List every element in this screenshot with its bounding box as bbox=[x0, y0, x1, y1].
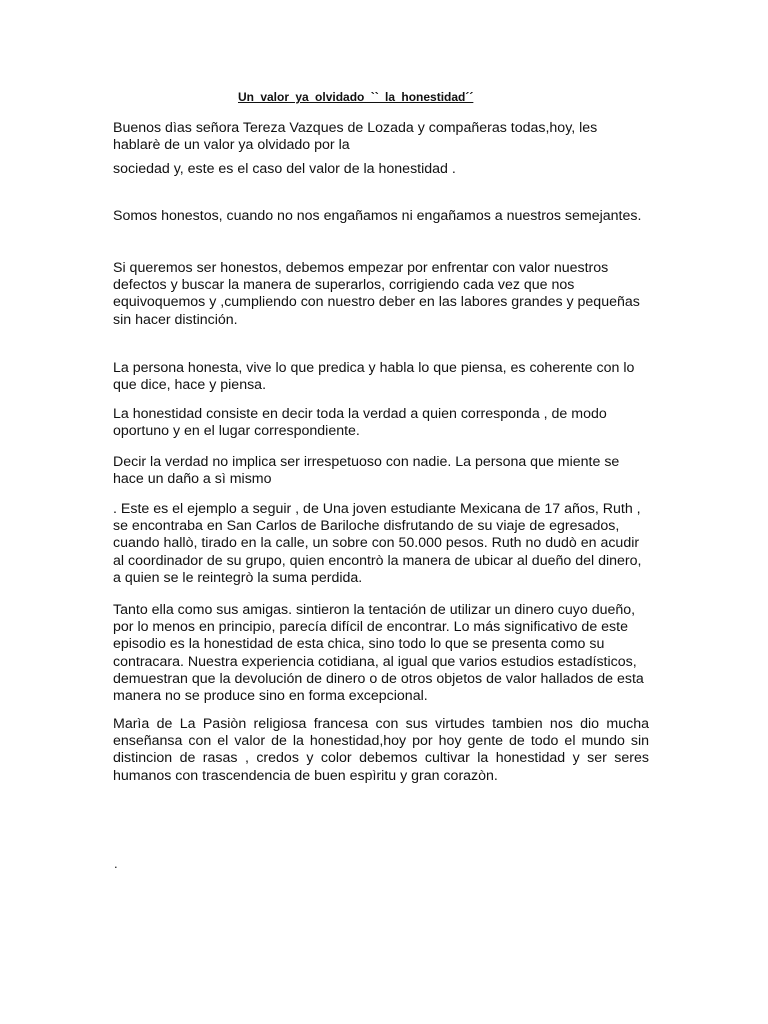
paragraph-maria-de-la-pasion: Marìa de La Pasiòn religiosa francesa con sus virtudes tambien nos dio mucha enseñansa con el valor de la honestidad,hoy por hoy gente de todo el mundo sin distincion de rasas , credos y color debemos cultivar la honestidad y ser seres humanos con trascendencia de buen espìritu y gran corazòn. bbox=[113, 716, 649, 784]
paragraph-greeting-continued: sociedad y, este es el caso del valor de la honestidad . bbox=[113, 161, 456, 177]
paragraph-how-to-be-honest: Si queremos ser honestos, debemos empezar por enfrentar con valor nuestros defectos y buscar la manera de superarlos, corrigiendo cada vez que nos equivoquemos y ,cumpliendo con nuestro deber en las labores grandes y pequeñas sin hacer distinción. bbox=[113, 260, 640, 328]
paragraph-honest-person: La persona honesta, vive lo que predica y habla lo que piensa, es coherente con lo que dice, hace y piensa. bbox=[113, 360, 635, 394]
paragraph-definition: Somos honestos, cuando no nos engañamos ni engañamos a nuestros semejantes. bbox=[113, 208, 642, 224]
paragraph-example-ruth: . Este es el ejemplo a seguir , de Una joven estudiante Mexicana de 17 años, Ruth , se encontraba en San Carlos de Bariloche disfrutando de su viaje de egresados, cuando hallò, tirado en la calle, un sobre con 50.000 pesos. Ruth no dudò en acudir al coordinador de su grupo, quien encontrò la manera de ubicar al dueño del dinero, a quien se le reintegrò la suma perdida. bbox=[113, 501, 642, 586]
paragraph-honesty-consists: La honestidad consiste en decir toda la verdad a quien corresponda , de modo oportuno y en el lugar correspondiente. bbox=[113, 406, 607, 440]
document-title: Un valor ya olvidado `` la honestidad´´ bbox=[238, 90, 474, 104]
paragraph-temptation: Tanto ella como sus amigas. sintieron la tentación de utilizar un dinero cuyo dueño, por lo menos en principio, parecía difícil de encontrar. Lo más significativo de este episodio es la honestidad de esta chica, sino todo lo que se presenta como su contracara. Nuestra experiencia cotidiana, al igual que varios estudios estadísticos, demuestran que la devolución de dinero o de otros objetos de valor hallados de esta manera no se produce sino en forma excepcional. bbox=[113, 602, 644, 705]
trailing-period: . bbox=[114, 856, 118, 871]
paragraph-telling-truth: Decir la verdad no implica ser irrespetuoso con nadie. La persona que miente se hace un daño a sì mismo bbox=[113, 454, 620, 488]
paragraph-greeting: Buenos dìas señora Tereza Vazques de Lozada y compañeras todas,hoy, les hablarè de un valor ya olvidado por la bbox=[113, 120, 598, 154]
